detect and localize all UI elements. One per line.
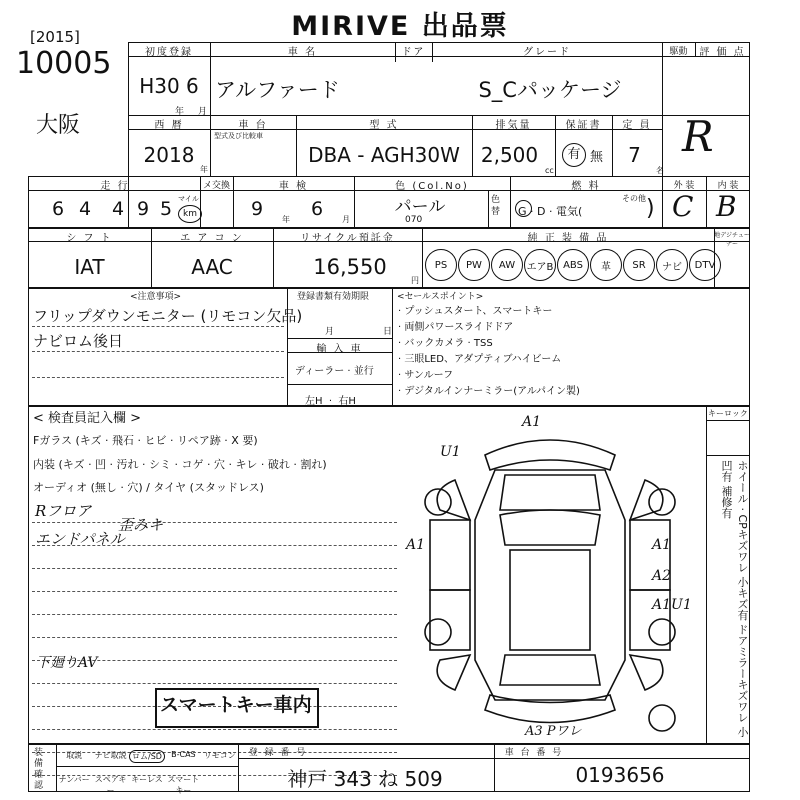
inspection-year-unit: 年	[282, 215, 290, 224]
rear-window	[500, 655, 600, 685]
wheel-rl	[425, 619, 451, 645]
label-tuner: 地デジチューナー	[714, 232, 750, 248]
mark-a3: A3 Pワレ	[525, 724, 582, 739]
label-capacity: 定 員	[622, 120, 652, 131]
sales-point-5: · デジタルインナーミラー(アルパイン製)	[398, 386, 580, 397]
right-vertical-notes: ホイール · CPキズワレ 小キズ有 ドアミラーキズワレ 小凹有 補修有	[720, 460, 749, 738]
label-fuel: 燃 料	[571, 181, 601, 192]
label-mileage: 走 行	[100, 181, 130, 192]
car-body	[475, 470, 625, 700]
inspector-line-2	[32, 568, 397, 569]
label-drive: 駆動	[669, 47, 688, 57]
equipment-0: PS	[425, 249, 457, 281]
equipment-4: ABS	[557, 249, 589, 281]
exterior-grade: C	[672, 190, 694, 223]
warranty-no: 無	[590, 150, 604, 165]
reg-valid-label: 登録書類有効期限	[297, 292, 370, 302]
spare-wheel	[649, 705, 675, 731]
color-change-label: 色替	[491, 195, 501, 217]
inspector-audio: オーディオ (無し · 穴) / タイヤ (スタッドレス)	[33, 481, 264, 494]
rear-bumper	[485, 695, 615, 723]
lot-number: 10005	[16, 46, 112, 81]
equipment-3: エアB	[524, 249, 556, 281]
footer-a-1: ナビ取説	[94, 751, 127, 760]
label-recycle: リサイクル預託金	[300, 233, 395, 244]
equipment-1: PW	[458, 249, 490, 281]
notes-line-1: フリップダウンモニター (リモコン欠品)	[33, 307, 303, 325]
recycle-value: 16,550	[313, 255, 387, 279]
mileage-d2: 4	[78, 198, 92, 220]
mark-a2: A2	[652, 568, 672, 584]
inspector-label: < 検査員記入欄 >	[33, 411, 142, 426]
mark-a1-left: A1	[406, 537, 426, 553]
label-meter-swap: メ交換	[202, 181, 230, 191]
chassis-no-value: 0193656	[575, 763, 665, 787]
label-shift: シ フ ト	[66, 233, 113, 244]
fender-left-rear	[437, 655, 470, 690]
footer-inspect-label: 装備確認	[34, 748, 44, 791]
inspector-line-7	[32, 683, 397, 684]
inspection-year: 9	[250, 198, 264, 220]
mileage-d1: 6	[51, 198, 65, 220]
interior-grade: B	[716, 190, 737, 223]
fender-right-rear	[630, 655, 663, 690]
chassis-no-label: 車 台 番 号	[504, 748, 564, 758]
mileage-km	[178, 205, 202, 223]
equipment-7: ナビ	[656, 249, 688, 281]
car-name-value: アルファード	[215, 78, 340, 102]
color-no: 070	[405, 215, 423, 225]
mileage-d5: 5	[159, 198, 173, 220]
label-inspection: 車 検	[278, 181, 309, 192]
label-interior: 内 装	[717, 181, 739, 191]
door-left-front	[430, 520, 470, 590]
month-unit: 月	[198, 107, 208, 117]
notes-line-2: ナビロム後日	[33, 332, 124, 350]
mark-u1: U1	[440, 444, 461, 460]
smart-key-text: スマートキー車内	[160, 694, 312, 716]
label-exterior: 外 装	[673, 181, 695, 191]
label-equipment: 純 正 装 備 品	[527, 233, 609, 244]
inspector-line-3	[32, 591, 397, 592]
keylock-label: キーロック	[708, 409, 748, 418]
sales-point-0: · プッシュスタート、スマートキー	[398, 306, 553, 317]
hw-rfloor: Rフロア	[35, 502, 92, 520]
reg-no-label: 登 録 番 号	[248, 748, 308, 758]
footer-a-0: 取説	[66, 751, 83, 760]
sales-point-3: · 三眼LED、アダプティブハイビーム	[398, 354, 562, 365]
footer-b-1: スペアキー	[94, 775, 127, 795]
footer-b-3: スマートキー	[167, 775, 200, 795]
cc-unit: cc	[545, 166, 554, 175]
mileage-miles: マイル	[178, 195, 199, 203]
hw-distortion: 歪みキ	[118, 516, 164, 534]
year-unit: 年	[175, 107, 185, 117]
label-first-reg: 初度登録	[145, 47, 193, 58]
displacement-value: 2,500	[480, 143, 539, 167]
footer-a-3: B-CAS	[171, 750, 196, 759]
sales-point-1: · 両側パワースライドドア	[398, 322, 514, 333]
mileage-d4: 9	[136, 198, 150, 220]
reg-month-label: 月	[325, 327, 335, 337]
fuel-other: その他	[622, 194, 646, 203]
import-dealer: ディーラー · 並行	[295, 366, 374, 377]
shift-value: IAT	[74, 255, 105, 279]
capacity-unit: 名	[656, 166, 664, 175]
hw-underbody: 下廻りAV	[36, 655, 98, 671]
fuel-options: G · D · 電気(	[518, 205, 583, 218]
label-model-year: 西 暦	[154, 120, 184, 131]
warranty-yes-text: 有	[567, 147, 581, 162]
inspector-line-0	[32, 522, 397, 523]
inspector-glass: Fガラス (キズ · 飛石 · ヒビ · リペア跡 · X 要)	[33, 434, 258, 447]
hw-endpanel: エンドパネル	[35, 530, 125, 548]
equipment-6: SR	[623, 249, 655, 281]
sales-point-2: · バックカメラ · TSS	[398, 338, 493, 349]
score-value: R	[682, 112, 714, 161]
footer-b-0: ナンバー	[58, 775, 90, 784]
footer-b-2: キーレス	[131, 775, 163, 784]
mark-a1-right: A1	[652, 537, 672, 553]
reg-day-label: 日	[383, 327, 393, 337]
mileage-d3: 4	[111, 198, 125, 220]
label-displacement: 排気量	[495, 120, 532, 131]
equipment-5: 革	[590, 249, 622, 281]
windshield	[500, 510, 600, 545]
sales-point-4: · サンルーフ	[398, 370, 454, 381]
inspection-month: 6	[310, 198, 324, 220]
label-car-name: 車 名	[287, 47, 318, 58]
footer-a-2: ロム/SD	[129, 750, 165, 763]
capacity-value: 7	[628, 143, 641, 167]
label-chassis: 車 台	[238, 120, 268, 131]
inspector-line-9	[32, 729, 397, 730]
yen-unit: 円	[411, 276, 419, 285]
color-value: パール	[394, 197, 446, 217]
inspector-line-5	[32, 637, 397, 638]
form-title: MIRIVE 出品票	[291, 11, 509, 42]
hood	[500, 475, 600, 510]
location: 大阪	[36, 113, 81, 138]
front-bumper	[485, 440, 615, 470]
door-left-rear	[430, 590, 470, 650]
model-value: DBA - AGH30W	[308, 143, 460, 167]
wheel-rr	[649, 619, 675, 645]
first-reg-value: H30 6	[139, 74, 199, 98]
inspector-line-4	[32, 614, 397, 615]
label-warranty: 保証書	[565, 120, 602, 131]
footer-a-4: リモコン	[203, 751, 236, 760]
warranty-yes	[562, 143, 586, 167]
equipment-2: AW	[491, 249, 523, 281]
label-score: 評 価 点	[699, 47, 746, 58]
notes-label: <注意事項>	[130, 292, 182, 302]
sales-label: <セールスポイント>	[397, 292, 484, 302]
mark-a1u1: A1U1	[652, 597, 692, 613]
label-aircon: エ ア コ ン	[180, 233, 244, 244]
mileage-km-text: km	[183, 209, 197, 219]
label-color: 色 (Col.No)	[395, 181, 469, 192]
import-label: 輸 入 車	[316, 344, 363, 355]
year-tag: [2015]	[30, 28, 80, 46]
model-year-unit: 年	[200, 165, 208, 174]
chassis-note: 型式及び比較車	[214, 132, 263, 140]
label-door: ドア	[401, 47, 426, 58]
aircon-value: AAC	[191, 255, 233, 279]
grade-value: S_Cパッケージ	[478, 78, 622, 102]
inspection-month-unit: 月	[342, 215, 350, 224]
reg-no-value: 神戸 343 ね 509	[287, 767, 443, 791]
equipment-8: DTV	[689, 249, 721, 281]
label-grade: グレード	[523, 47, 571, 58]
fuel-close: )	[646, 196, 655, 221]
import-handle: 左H · 右H	[305, 396, 356, 407]
label-model: 型 式	[369, 120, 399, 131]
inspector-interior: 内装 (キズ · 凹 · 汚れ · シミ · コゲ · 穴 · キレ · 破れ · 割れ)	[33, 458, 327, 471]
roof	[510, 550, 590, 650]
model-year-value: 2018	[143, 143, 195, 167]
fuel-g-circle	[515, 200, 532, 217]
mark-a1-top: A1	[522, 414, 542, 430]
